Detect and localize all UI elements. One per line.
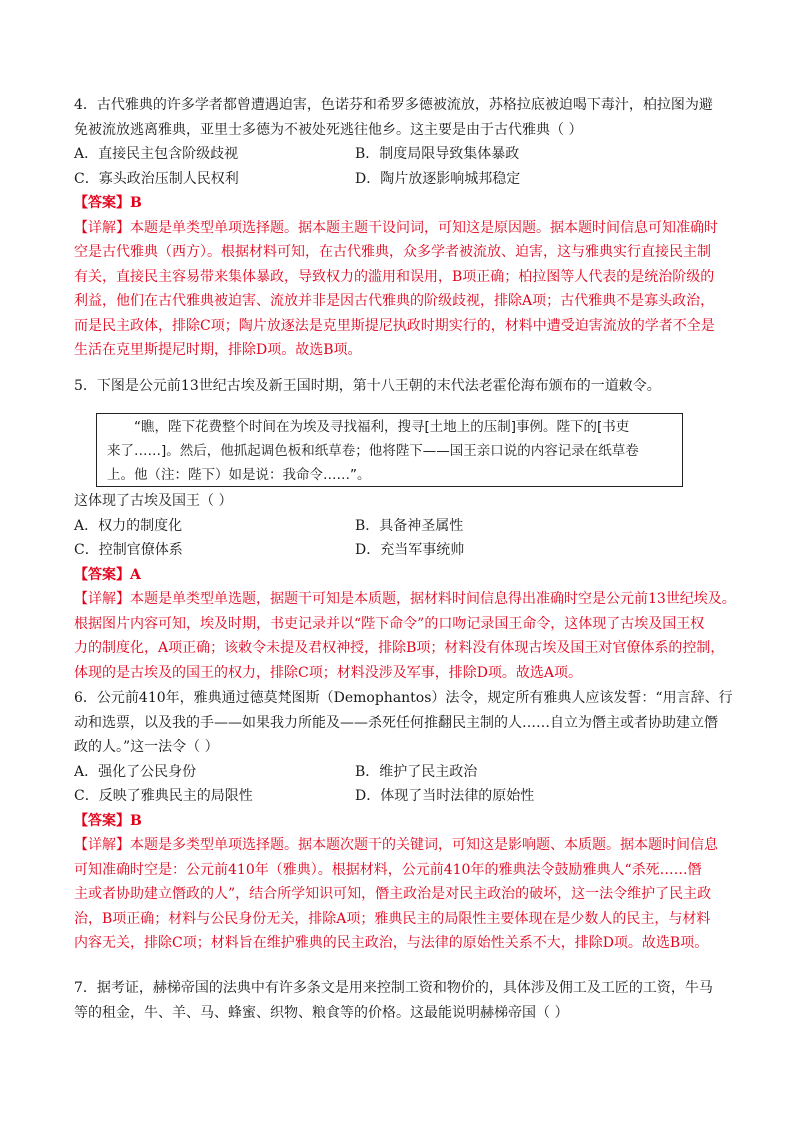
q6-options-row-2 <box>74 784 730 809</box>
q4-stem-line-1: 4．古代雅典的许多学者都曾遭遇迫害，色诺芬和希罗多德被流放，苏格拉底被迫喝下毒汁，柏拉图为避 <box>74 97 713 113</box>
q5-answer: 【答案】A <box>74 566 141 583</box>
q6-option-a: A．强化了公民身份 <box>74 763 197 780</box>
q6-answer: 【答案】B <box>74 812 142 829</box>
q4-detail-line-3: 有关，直接民主容易带来集体暴政，导致权力的滥用和误用，B项正确；柏拉图等人代表的是统治阶级的 <box>74 268 715 285</box>
q6-detail-line-1: 【详解】本题是多类型单项选择题。据本题次题干的关键词，可知这是影响题、本质题。据本题时间信息 <box>74 837 718 853</box>
q7-stem-line-1: 7．据考证，赫梯帝国的法典中有许多条文是用来控制工资和物价的，具体涉及佣工及工匠的工资，牛马 <box>74 980 713 996</box>
q4-options-row-2 <box>74 167 730 192</box>
q4-option-a: A．直接民主包含阶级歧视 <box>74 146 239 162</box>
question-5 <box>74 489 736 685</box>
q6-detail-line-3: 主或者协助建立僭政的人”，结合所学知识可知，僭主政治是对民主政治的破坏，这一法令维护了民主政 <box>74 886 712 902</box>
q6-stem-line-2: 动和选票，以及我的手——如果我力所能及——杀死任何推翻民主制的人……自立为僭主或者协助建立僭 <box>74 714 718 731</box>
quote-line-2: 来了……]。然后，他抓起调色板和纸草卷；他将陛下——国王亲口说的内容记录在纸草卷 <box>107 443 639 459</box>
q4-option-c: C．寡头政治压制人民权利 <box>74 170 239 187</box>
q6-option-d: D．体现了当时法律的原始性 <box>355 788 535 804</box>
question-7 <box>74 976 730 1025</box>
q5-stem-2: 这体现了古埃及国王（ ） <box>74 493 233 509</box>
quote-line-1: “瞧，陛下花费整个时间在为埃及寻找福利，搜寻[土地上的压制]事例。陛下的[书吏 <box>134 419 630 435</box>
q6-option-b: B．维护了民主政治 <box>355 763 478 780</box>
q4-stem-line-2: 免被流放逃离雅典，亚里士多德为不被处死逃往他乡。这主要是由于古代雅典（ ） <box>74 121 583 138</box>
q6-stem-line-1: 6．公元前410年，雅典通过德莫梵图斯（Demophantos）法令，规定所有雅典人应该发誓：“用言辞、行 <box>74 690 733 706</box>
q4-option-d: D．陶片放逐影响城邦稳定 <box>355 170 521 187</box>
q6-detail-line-4: 治，B项正确；材料与公民身份无关，排除A项；雅典民主的局限性主要体现在是少数人的民主，与材料 <box>74 910 711 927</box>
q4-detail-line-1: 【详解】本题是单类型单项选择题。据本题主题干设问词，可知这是原因题。据本题时间信息可知准确时 <box>74 219 718 236</box>
q5-options-row-1 <box>74 514 730 539</box>
q5-options-row-2 <box>74 538 730 563</box>
q5-detail-line-1: 【详解】本题是单类型单选题，据题干可知是本质题，据材料时间信息得出准确时空是公元前13世纪埃及。 <box>74 591 736 607</box>
q6-options-row-1 <box>74 760 730 785</box>
q5-option-d: D．充当军事统帅 <box>355 542 465 558</box>
q5-detail-line-4: 体现的是古埃及的国王的权力，排除C项；材料没涉及军事，排除D项。故选A项。 <box>74 664 583 681</box>
q4-detail-line-2: 空是古代雅典（西方）。根据材料可知，在古代雅典，众多学者被流放、迫害，这与雅典实行直接民主制 <box>74 244 711 260</box>
q5-option-c: C．控制官僚体系 <box>74 542 183 558</box>
q6-detail-line-2: 可知准确时空是：公元前410年（雅典）。根据材料，公元前410年的雅典法令鼓励雅典人“杀死……僭 <box>74 861 702 878</box>
q5-detail-line-2: 根据图片内容可知，埃及时期，书吏记录并以“陛下命令”的口吻记录国王命令，这体现了古埃及国王权 <box>74 615 705 632</box>
q4-detail-line-6: 生活在克里斯提尼时期，排除D项。故选B项。 <box>74 342 362 358</box>
q5-option-a: A．权力的制度化 <box>74 517 183 534</box>
q6-stem-line-3: 政的人。”这一法令（ ） <box>74 739 219 755</box>
edict-quote-box <box>96 413 683 487</box>
q5-stem: 5．下图是公元前13世纪古埃及新王国时期，第十八王朝的末代法老霍伦海布颁布的一道敕令。 <box>74 378 661 394</box>
q4-answer: 【答案】B <box>74 195 142 211</box>
q4-option-b: B．制度局限导致集体暴政 <box>355 146 520 162</box>
q6-option-c: C．反映了雅典民主的局限性 <box>74 788 253 804</box>
question-6 <box>74 686 733 956</box>
quote-line-3: 上。他（注：陛下）如是说：我命令……”。 <box>107 467 371 483</box>
q5-option-b: B．具备神圣属性 <box>355 517 464 534</box>
question-5-stem <box>74 374 730 399</box>
q6-detail-line-5: 内容无关，排除C项；材料旨在维护雅典的民主政治，与法律的原始性关系不大，排除D项。故选B项。 <box>74 935 709 951</box>
q4-detail-line-4: 利益，他们在古代雅典被迫害、流放并非是因古代雅典的阶级歧视，排除A项；古代雅典不是寡头政治， <box>74 293 715 309</box>
q5-detail-line-3: 力的制度化，A项正确；该敕令未提及君权神授，排除B项；材料没有体现古埃及国王对官僚体系的控制， <box>74 640 725 656</box>
question-4 <box>74 93 730 363</box>
q4-detail-line-5: 而是民主政体，排除C项；陶片放逐法是克里斯提尼执政时期实行的，材料中遭受迫害流放的学者不全是 <box>74 317 715 334</box>
q4-options-row-1 <box>74 142 730 167</box>
q7-stem-line-2: 等的租金，牛、羊、马、蜂蜜、织物、粮食等的价格。这最能说明赫梯帝国（ ） <box>74 1004 569 1021</box>
